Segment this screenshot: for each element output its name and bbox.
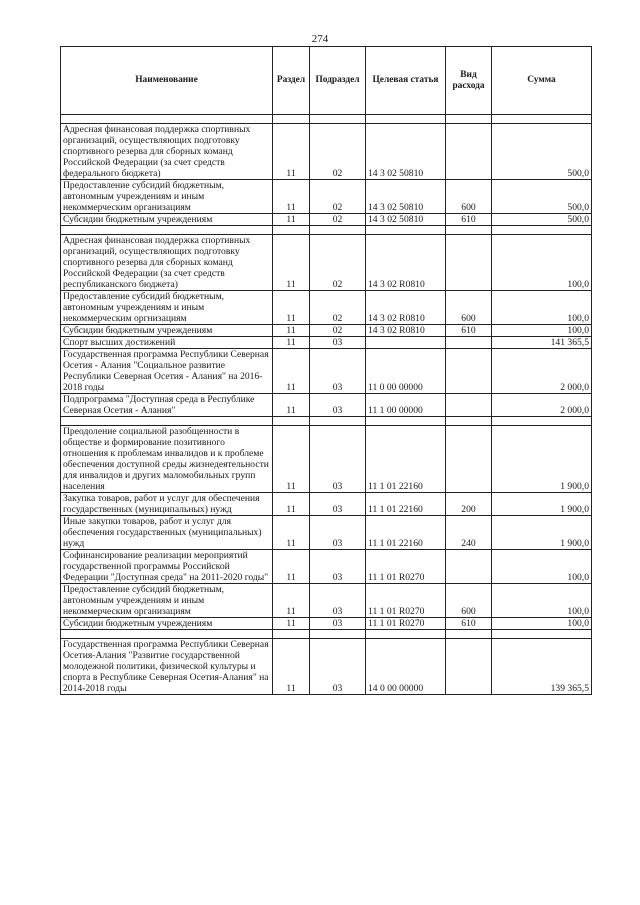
table-row xyxy=(61,291,592,325)
cell-type xyxy=(446,550,492,584)
cell-subsection: 02 xyxy=(310,235,366,291)
cell-section: 11 xyxy=(273,550,310,584)
cell-type: 610 xyxy=(446,618,492,630)
table-row xyxy=(61,493,592,516)
cell-section: 11 xyxy=(273,180,310,214)
cell-name: Субсидии бюджетным учреждениям xyxy=(61,214,273,226)
cell-name: Преодоление социальной разобщенности в обществе и формирование позитивного отношения к проблемам инвалидов и к проблеме обеспечения доступной среды жизнедеятельности для инвалидов и других маломобильных групп населения xyxy=(61,426,273,493)
cell-sum: 100,0 xyxy=(492,584,592,618)
table-row xyxy=(61,584,592,618)
cell-name: Иные закупки товаров, работ и услуг для обеспечения государственных (муниципальных) нужд xyxy=(61,516,273,550)
spacer-row xyxy=(61,226,592,235)
cell-section: 11 xyxy=(273,291,310,325)
cell-type xyxy=(446,349,492,394)
cell-section: 11 xyxy=(273,325,310,337)
cell-sum: 2 000,0 xyxy=(492,394,592,417)
cell-target: 11 1 01 R0270 xyxy=(366,618,446,630)
cell-sum: 2 000,0 xyxy=(492,349,592,394)
cell-type xyxy=(446,639,492,695)
table-row xyxy=(61,394,592,417)
cell-section: 11 xyxy=(273,337,310,349)
cell-subsection: 02 xyxy=(310,291,366,325)
table-header-row xyxy=(61,47,592,115)
cell-target: 11 1 01 22160 xyxy=(366,493,446,516)
header-type: Вид расхода xyxy=(446,47,492,115)
cell-sum: 1 900,0 xyxy=(492,516,592,550)
cell-type: 600 xyxy=(446,180,492,214)
cell-subsection: 03 xyxy=(310,426,366,493)
cell-target: 11 1 01 R0270 xyxy=(366,550,446,584)
cell-subsection: 03 xyxy=(310,516,366,550)
cell-subsection: 03 xyxy=(310,349,366,394)
cell-subsection: 03 xyxy=(310,618,366,630)
cell-name: Предоставление субсидий бюджетным, автономным учреждениям и иным некоммерческим оргнизациям xyxy=(61,291,273,325)
cell-target: 14 3 02 50810 xyxy=(366,214,446,226)
table-row xyxy=(61,214,592,226)
cell-subsection: 02 xyxy=(310,180,366,214)
cell-name: Предоставление субсидий бюджетным, автономным учреждениям и иным некоммерческим организациям xyxy=(61,180,273,214)
cell-type: 600 xyxy=(446,584,492,618)
cell-sum: 500,0 xyxy=(492,180,592,214)
cell-sum: 141 365,5 xyxy=(492,337,592,349)
cell-section: 11 xyxy=(273,394,310,417)
cell-section: 11 xyxy=(273,516,310,550)
cell-target: 14 3 02 50810 xyxy=(366,124,446,180)
cell-name: Государственная программа Республики Северная Осетия-Алания "Развитие государственной молодежной политики, физической культуры и спорта в Республике Северная Осетия-Алания" на 2014-2018 годы xyxy=(61,639,273,695)
cell-name: Адресная финансовая поддержка спортивных организаций, осуществляющих подготовку спортивного резерва для сборных команд Российской Федерации (за счет средств республиканского бюджета) xyxy=(61,235,273,291)
cell-name: Субсидии бюджетным учреждениям xyxy=(61,325,273,337)
cell-name: Адресная финансовая поддержка спортивных организаций, осуществляющих подготовку спортивного резерва для сборных команд Российской Федерации (за счет средств федерального бюджета) xyxy=(61,124,273,180)
cell-section: 11 xyxy=(273,639,310,695)
cell-target: 11 0 00 00000 xyxy=(366,349,446,394)
table-row xyxy=(61,618,592,630)
table-row xyxy=(61,550,592,584)
cell-name: Подпрограмма "Доступная среда в Республике Северная Осетия - Алания" xyxy=(61,394,273,417)
cell-section: 11 xyxy=(273,349,310,394)
header-section: Раздел xyxy=(273,47,310,115)
cell-sum: 139 365,5 xyxy=(492,639,592,695)
cell-subsection: 03 xyxy=(310,394,366,417)
cell-type xyxy=(446,124,492,180)
cell-sum: 100,0 xyxy=(492,291,592,325)
cell-section: 11 xyxy=(273,235,310,291)
table-row xyxy=(61,639,592,695)
cell-subsection: 02 xyxy=(310,325,366,337)
table-row xyxy=(61,235,592,291)
header-target: Целевая статья xyxy=(366,47,446,115)
cell-target: 11 1 01 22160 xyxy=(366,426,446,493)
cell-sum: 100,0 xyxy=(492,235,592,291)
cell-target: 14 3 02 50810 xyxy=(366,180,446,214)
cell-name: Софинансирование реализации мероприятий государственной программы Российской Федерации "Доступная среда" на 2011-2020 годы" xyxy=(61,550,273,584)
cell-subsection: 03 xyxy=(310,337,366,349)
cell-subsection: 03 xyxy=(310,584,366,618)
cell-subsection: 02 xyxy=(310,214,366,226)
spacer-row xyxy=(61,417,592,426)
cell-target: 14 3 02 R0810 xyxy=(366,291,446,325)
cell-name: Государственная программа Республики Северная Осетия - Алания "Социальное развитие Республики Северная Осетия - Алания" на 2016-2018 годы xyxy=(61,349,273,394)
cell-sum: 100,0 xyxy=(492,618,592,630)
cell-section: 11 xyxy=(273,124,310,180)
cell-target: 14 0 00 00000 xyxy=(366,639,446,695)
cell-type xyxy=(446,426,492,493)
spacer-row xyxy=(61,115,592,124)
cell-name: Закупка товаров, работ и услуг для обеспечения государственных (муниципальных) нужд xyxy=(61,493,273,516)
cell-sum: 500,0 xyxy=(492,214,592,226)
cell-type: 600 xyxy=(446,291,492,325)
cell-sum: 1 900,0 xyxy=(492,493,592,516)
cell-section: 11 xyxy=(273,618,310,630)
header-subsection: Подраздел xyxy=(310,47,366,115)
cell-target: 11 1 01 22160 xyxy=(366,516,446,550)
cell-type: 200 xyxy=(446,493,492,516)
cell-subsection: 03 xyxy=(310,493,366,516)
header-sum: Сумма xyxy=(492,47,592,115)
cell-section: 11 xyxy=(273,584,310,618)
cell-type: 610 xyxy=(446,325,492,337)
cell-section: 11 xyxy=(273,493,310,516)
cell-subsection: 02 xyxy=(310,124,366,180)
cell-target xyxy=(366,337,446,349)
cell-sum: 500,0 xyxy=(492,124,592,180)
spacer-row xyxy=(61,630,592,639)
page-number: 274 xyxy=(311,33,329,45)
cell-target: 14 3 02 R0810 xyxy=(366,325,446,337)
cell-sum: 100,0 xyxy=(492,325,592,337)
cell-type: 610 xyxy=(446,214,492,226)
table-row xyxy=(61,337,592,349)
table-row xyxy=(61,124,592,180)
cell-type xyxy=(446,394,492,417)
cell-type xyxy=(446,337,492,349)
cell-subsection: 03 xyxy=(310,639,366,695)
cell-name: Предоставление субсидий бюджетным, автономным учреждениям и иным некоммерческим организациям xyxy=(61,584,273,618)
table-row xyxy=(61,180,592,214)
cell-section: 11 xyxy=(273,214,310,226)
table-row xyxy=(61,516,592,550)
cell-name: Субсидии бюджетным учреждениям xyxy=(61,618,273,630)
table-row xyxy=(61,426,592,493)
cell-target: 14 3 02 R0810 xyxy=(366,235,446,291)
header-name: Наименование xyxy=(61,47,273,115)
cell-type xyxy=(446,235,492,291)
cell-name: Спорт высших достижений xyxy=(61,337,273,349)
cell-sum: 100,0 xyxy=(492,550,592,584)
budget-table xyxy=(60,46,592,695)
cell-section: 11 xyxy=(273,426,310,493)
table-row xyxy=(61,349,592,394)
cell-target: 11 1 00 00000 xyxy=(366,394,446,417)
cell-target: 11 1 01 R0270 xyxy=(366,584,446,618)
cell-subsection: 03 xyxy=(310,550,366,584)
cell-type: 240 xyxy=(446,516,492,550)
table-row xyxy=(61,325,592,337)
cell-sum: 1 900,0 xyxy=(492,426,592,493)
